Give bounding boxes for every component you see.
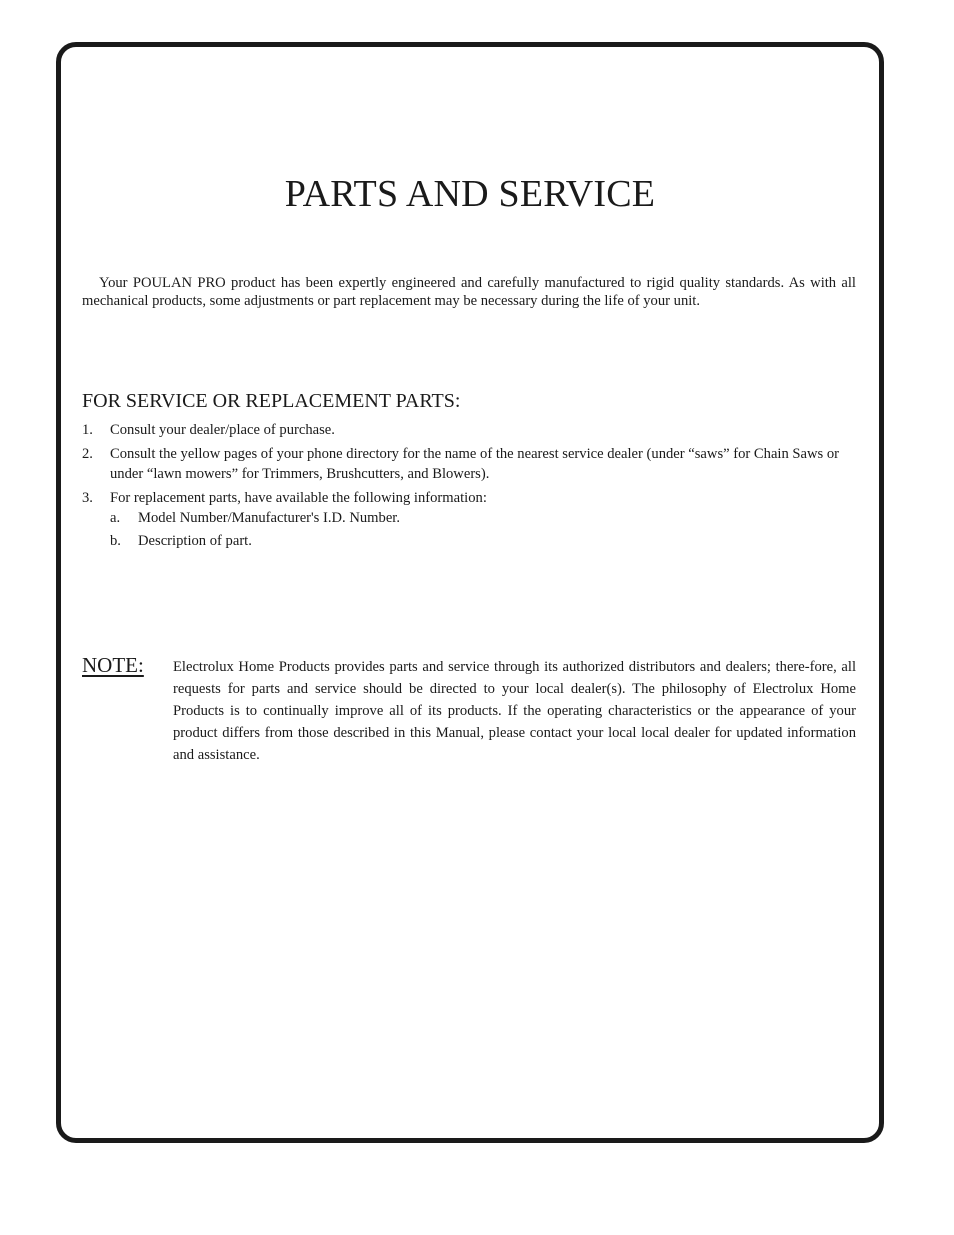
substep-letter: a. xyxy=(110,510,121,526)
list-item xyxy=(82,489,856,552)
sub-list-item xyxy=(110,509,856,529)
sub-list-item xyxy=(110,532,856,552)
service-steps-list xyxy=(82,421,856,556)
step-text: Consult the yellow pages of your phone directory for the name of the nearest service dealer (under “saws” for Chain Saws or under “lawn mowers” for Trimmers, Brushcutters, and Blowers). xyxy=(110,446,840,482)
step-number: 2. xyxy=(82,446,93,462)
service-heading: FOR SERVICE OR REPLACEMENT PARTS: xyxy=(82,390,461,412)
list-item xyxy=(82,421,856,441)
step-number: 1. xyxy=(82,422,93,438)
list-item xyxy=(82,445,856,484)
substep-letter: b. xyxy=(110,533,121,549)
step-text: For replacement parts, have available the following information: xyxy=(110,489,487,506)
page-title: PARTS AND SERVICE xyxy=(284,173,656,215)
note-text: Electrolux Home Products provides parts and service through its authorized distributors and dealers; there-fore, all requests for parts and service should be directed to your local dealer(s). The philosophy of Electrolux Home Products is to continually improve all of its products. If the operating characteristics or the appearance of your product differs from those described in this Manual, please contact your local local dealer for updated information and assistance. xyxy=(173,659,856,763)
substep-text: Description of part. xyxy=(138,533,252,549)
substep-text: Model Number/Manufacturer's I.D. Number. xyxy=(138,510,401,526)
step-text: Consult your dealer/place of purchase. xyxy=(110,422,335,438)
step-number: 3. xyxy=(82,489,93,506)
sub-list xyxy=(110,509,856,552)
intro-paragraph: Your POULAN PRO product has been expertly engineered and carefully manufactured to rigid quality standards. As with all mechanical products, some adjustments or part replacement may be necessary during the life of your unit. xyxy=(82,275,856,309)
note-label: NOTE: xyxy=(82,653,144,677)
